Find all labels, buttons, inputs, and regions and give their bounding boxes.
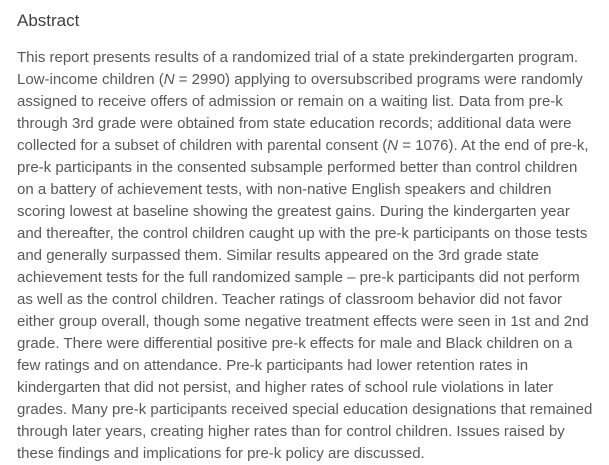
text-segment: This report presents results of a randomized trial of a state prekindergarten program. Low-income children ( [17, 49, 579, 88]
text-segment: = 2990) applying to oversubscribed programs were randomly assigned to receive offers of admission or remain on a waiting list. Data from pre-k through 3rd grade were obtained from state education records; additional data were collected for a subset of children with parental consent ( [17, 71, 583, 154]
abstract-text [17, 47, 593, 465]
abstract-heading: Abstract [17, 11, 80, 30]
text-segment: = 1076). At the end of pre-k, pre-k participants in the consented subsample performed better than control children on a battery of achievement tests, with non-native English speakers and children scoring lowest at baseline showing the greatest gains. During the kindergarten year and thereafter, the control children caught up with the pre-k participants on those tests and generally surpassed them. Similar results appeared on the 3rd grade state achievement tests for the full randomized sample – pre-k participants did not perform as well as the control children. Teacher ratings of classroom behavior did not favor either group overall, though some negative treatment effects were seen in 1st and 2nd grade. There were differential positive pre-k effects for male and Black children on a few ratings and on attendance. Pre-k participants had lower retention rates in kindergarten that did not persist, and higher rates of school rule violations in later grades. Many pre-k participants received special education designations that remained through later years, creating higher rates than for control children. Issues raised by these findings and implications for pre-k policy are discussed. [17, 137, 593, 462]
text-segment: N [387, 137, 399, 154]
text-segment: N [163, 71, 175, 88]
